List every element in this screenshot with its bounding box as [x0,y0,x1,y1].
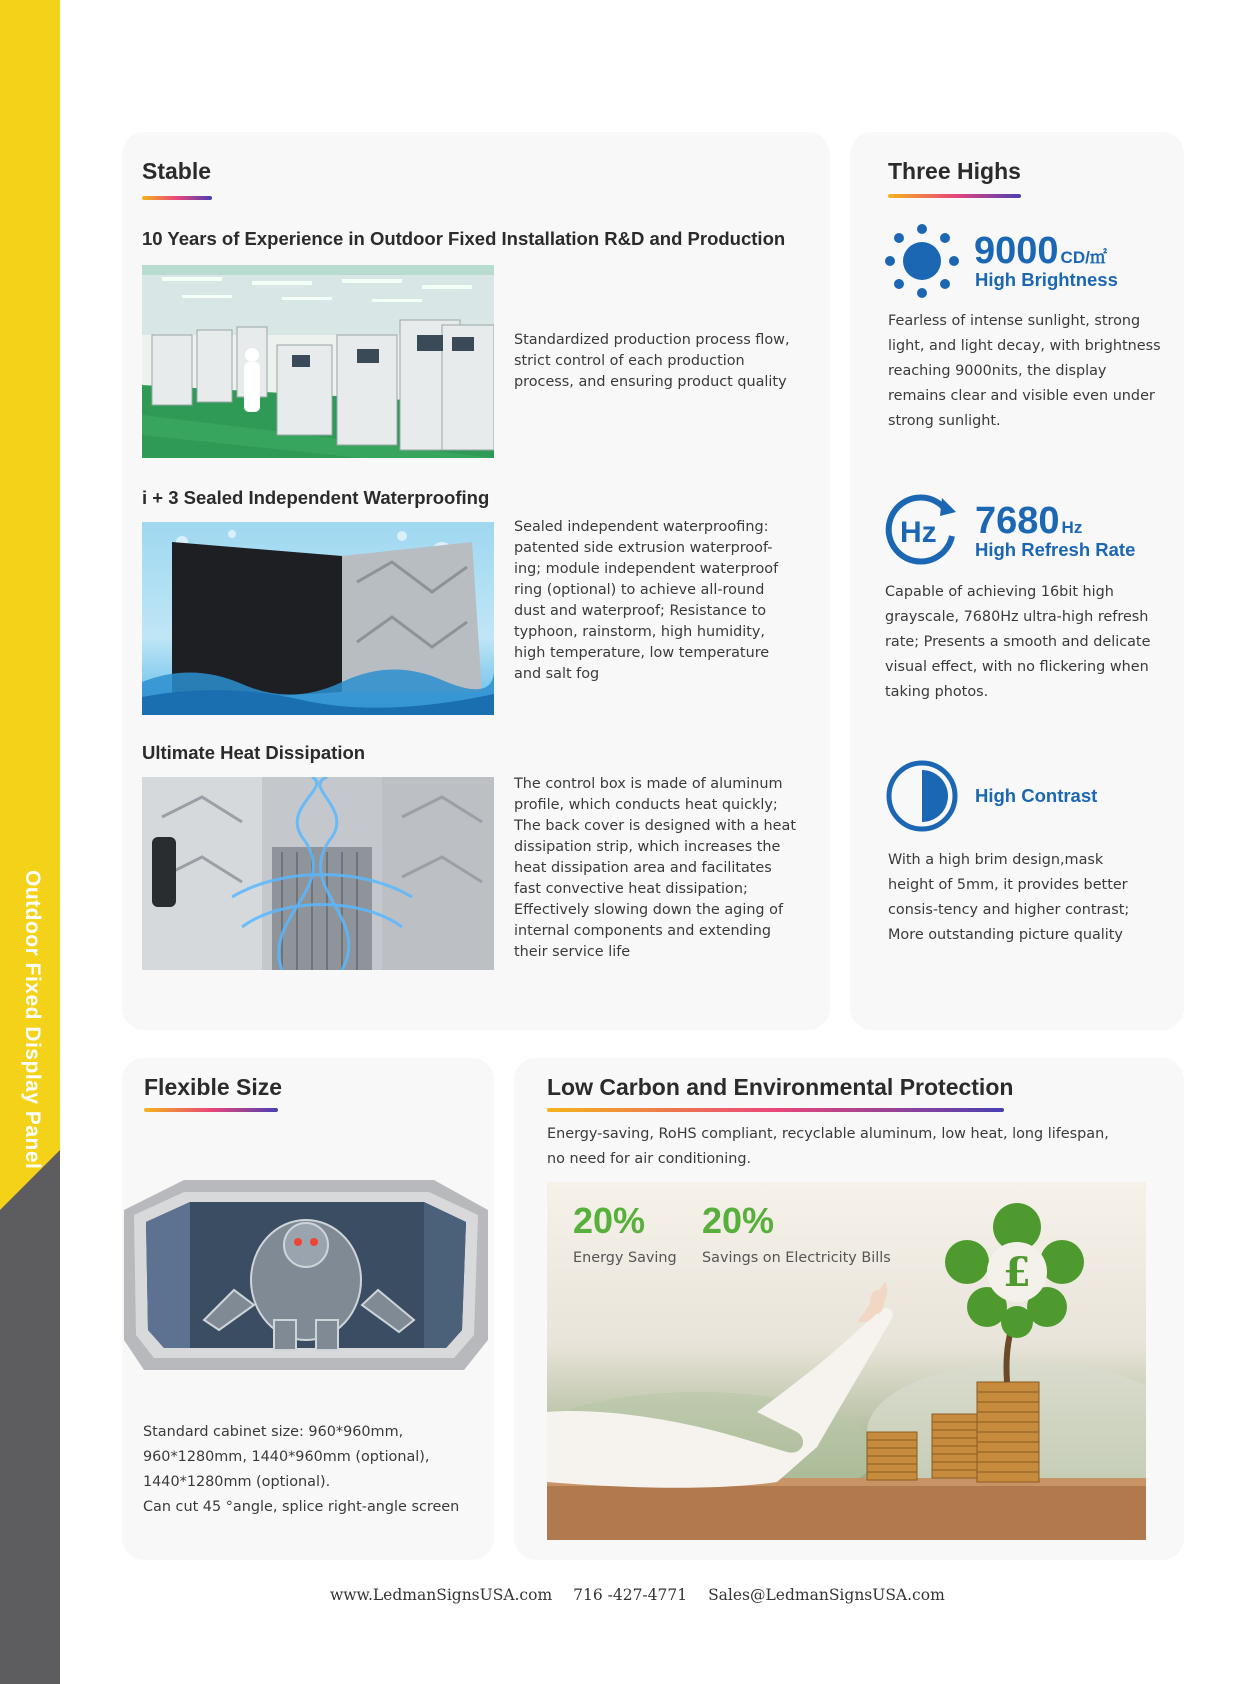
flexible-size-line-1: Standard cabinet size: 960*960mm, [143,1424,404,1440]
stable-heading-heat: Ultimate Heat Dissipation [142,742,366,763]
flexible-size-line-2: 960*1280mm, 1440*960mm (optional), [143,1449,430,1465]
footer-website[interactable]: www.LedmanSignsUSA.com [330,1586,553,1604]
contrast-label: High Contrast [975,785,1098,806]
refresh-number: 7680 [975,500,1060,542]
stable-title-underline [142,196,212,200]
eco-savings-photo [547,1182,1146,1540]
stable-title: Stable [142,158,212,184]
flexible-size-line-4: Can cut 45 °angle, splice right-angle screen [143,1499,460,1515]
flexible-size-text [143,1420,483,1520]
brightness-text: Fearless of intense sunlight, strong light, and light decay, with brightness reaching 9000nits, the display remains clear and visible even under strong sunlight. [888,313,1161,429]
low-carbon-line-2: no need for air conditioning. [547,1151,752,1167]
three-highs-title-underline [888,194,1021,198]
brightness-unit: CD/㎡ [1060,248,1107,267]
contrast-text: With a high brim design,mask height of 5mm, it provides better consis-tency and higher contrast; More outstanding picture quality [888,852,1130,943]
heat-dissipation-illustration [142,777,494,970]
flexible-size-line-3: 1440*1280mm (optional). [143,1474,331,1490]
heat-dissipation-photo [142,777,494,970]
refresh-text: Capable of achieving 16bit high grayscale, 7680Hz ultra-high refresh rate; Presents a smooth and delicate visual effect, with no flickering when taking photos. [885,584,1151,700]
footer-phone[interactable]: 716 -427-4771 [573,1586,688,1604]
waterproof-illustration [142,522,494,715]
electricity-saving-value: 20% [702,1200,775,1241]
low-carbon-line-1: Energy-saving, RoHS compliant, recyclable aluminum, low heat, long lifespan, [547,1126,1109,1142]
flexible-size-title-underline [144,1108,278,1112]
energy-saving-label: Energy Saving [573,1250,677,1266]
sidebar-gray-band [0,1150,60,1684]
stable-text-experience: Standardized production process flow, strict control of each production process, and ensuring product quality [514,332,790,390]
refresh-hz-icon [884,492,960,568]
electricity-saving-label: Savings on Electricity Bills [702,1250,891,1266]
sidebar-label: Outdoor Fixed Display Panel [21,870,44,1170]
waterproof-photo [142,522,494,715]
brightness-number: 9000 [974,230,1059,272]
low-carbon-text [547,1122,1167,1172]
stable-text-waterproofing: Sealed independent waterproofing: patented side extrusion waterproof-ing; module independent waterproof ring (optional) to achieve all-round dust and waterproof; Resistance to typhoon, rainstorm, high humidity, high temperature, low temperature and salt fog [514,519,779,682]
contrast-icon [884,758,960,834]
low-carbon-title-underline [547,1108,1004,1112]
energy-saving-value: 20% [573,1200,646,1241]
stable-heading-experience: 10 Years of Experience in Outdoor Fixed Installation R&D and Production [142,228,786,249]
sun-icon [884,223,960,299]
low-carbon-title: Low Carbon and Environmental Protection [547,1074,1014,1100]
brightness-label: High Brightness [975,269,1118,290]
footer-contact [330,1586,945,1604]
footer-email[interactable]: Sales@LedmanSignsUSA.com [708,1586,945,1604]
stable-heading-waterproofing: i + 3 Sealed Independent Waterproofing [142,487,490,508]
sidebar-strip [0,0,60,1684]
stable-text-heat: The control box is made of aluminum profile, which conducts heat quickly; The back cover is designed with a heat dissipation strip, which increases the heat dissipation area and facilitates fast convective heat dissipation; Effectively slowing down the aging of internal components and extending their service life [514,776,796,960]
flexible-size-title: Flexible Size [144,1074,283,1100]
factory-illustration [142,265,494,458]
refresh-label: High Refresh Rate [975,539,1136,560]
refresh-hz-icon-text: Hz [900,516,937,549]
factory-photo [142,265,494,458]
three-highs-title: Three Highs [888,158,1021,184]
refresh-unit: Hz [1061,518,1083,537]
pound-sign-icon: £ [1003,1249,1031,1296]
corner-screen-illustration [124,1170,488,1380]
